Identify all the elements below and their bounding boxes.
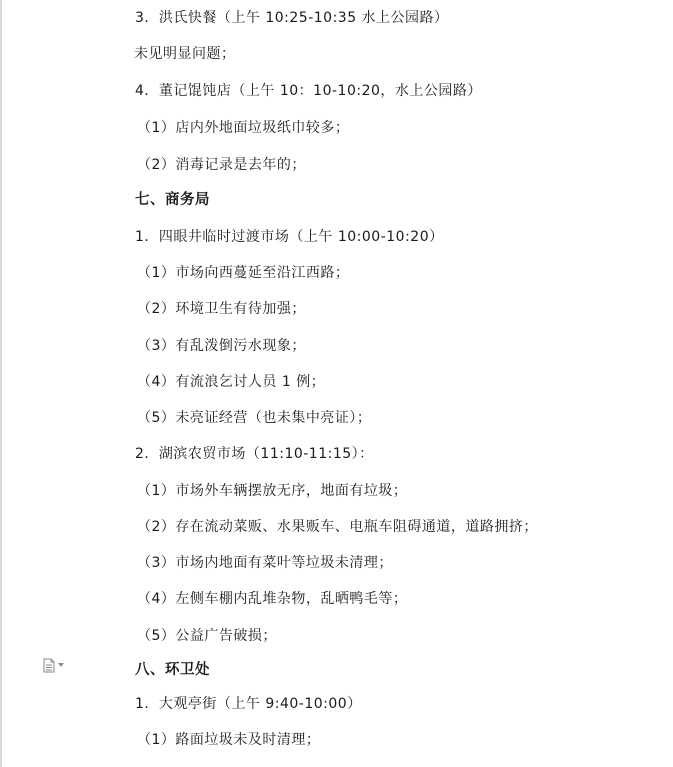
- document-line: （5）未亮证经营（也未集中亮证）；: [137, 410, 372, 426]
- section-heading: 八、环卫处: [135, 662, 210, 678]
- document-line: （1）市场外车辆摆放无序，地面有垃圾；: [137, 483, 408, 499]
- document-line: 4．董记馄饨店（上午 10：10-10:20，水上公园路）: [135, 83, 482, 99]
- document-line: （3）市场内地面有菜叶等垃圾未清理；: [137, 555, 393, 571]
- chevron-down-icon: [58, 663, 64, 667]
- document-line: （1）路面垃圾未及时清理；: [137, 732, 321, 748]
- document-line: （4）左侧车棚内乱堆杂物，乱晒鸭毛等；: [137, 591, 408, 607]
- section-heading: 七、商务局: [135, 192, 210, 208]
- document-line: （5）公益广告破损；: [137, 628, 277, 644]
- document-line: （1）店内外地面垃圾纸巾较多；: [137, 120, 350, 136]
- document-line: （4）有流浪乞讨人员 1 例；: [137, 374, 326, 390]
- document-line: 1．四眼井临时过渡市场（上午 10:00-10:20）: [135, 229, 444, 245]
- document-line: 2．湖滨农贸市场（11:10-11:15）：: [135, 446, 374, 462]
- document-line: （2）环境卫生有待加强；: [137, 301, 306, 317]
- paragraph-options-button[interactable]: [43, 655, 73, 675]
- document-icon: [43, 658, 55, 673]
- document-line: 1．大观亭街（上午 9:40-10:00）: [135, 696, 362, 712]
- document-line: （2）存在流动菜贩、水果贩车、电瓶车阻碍通道，道路拥挤；: [137, 519, 538, 535]
- document-line: （1）市场向西蔓延至沿江西路；: [137, 265, 350, 281]
- document-line: （2）消毒记录是去年的；: [137, 157, 306, 173]
- document-line: 3．洪氏快餐（上午 10:25-10:35 水上公园路）: [135, 10, 449, 26]
- document-line: 未见明显问题；: [134, 46, 236, 62]
- document-line: （3）有乱泼倒污水现象；: [137, 338, 306, 354]
- page-left-edge: [0, 0, 2, 767]
